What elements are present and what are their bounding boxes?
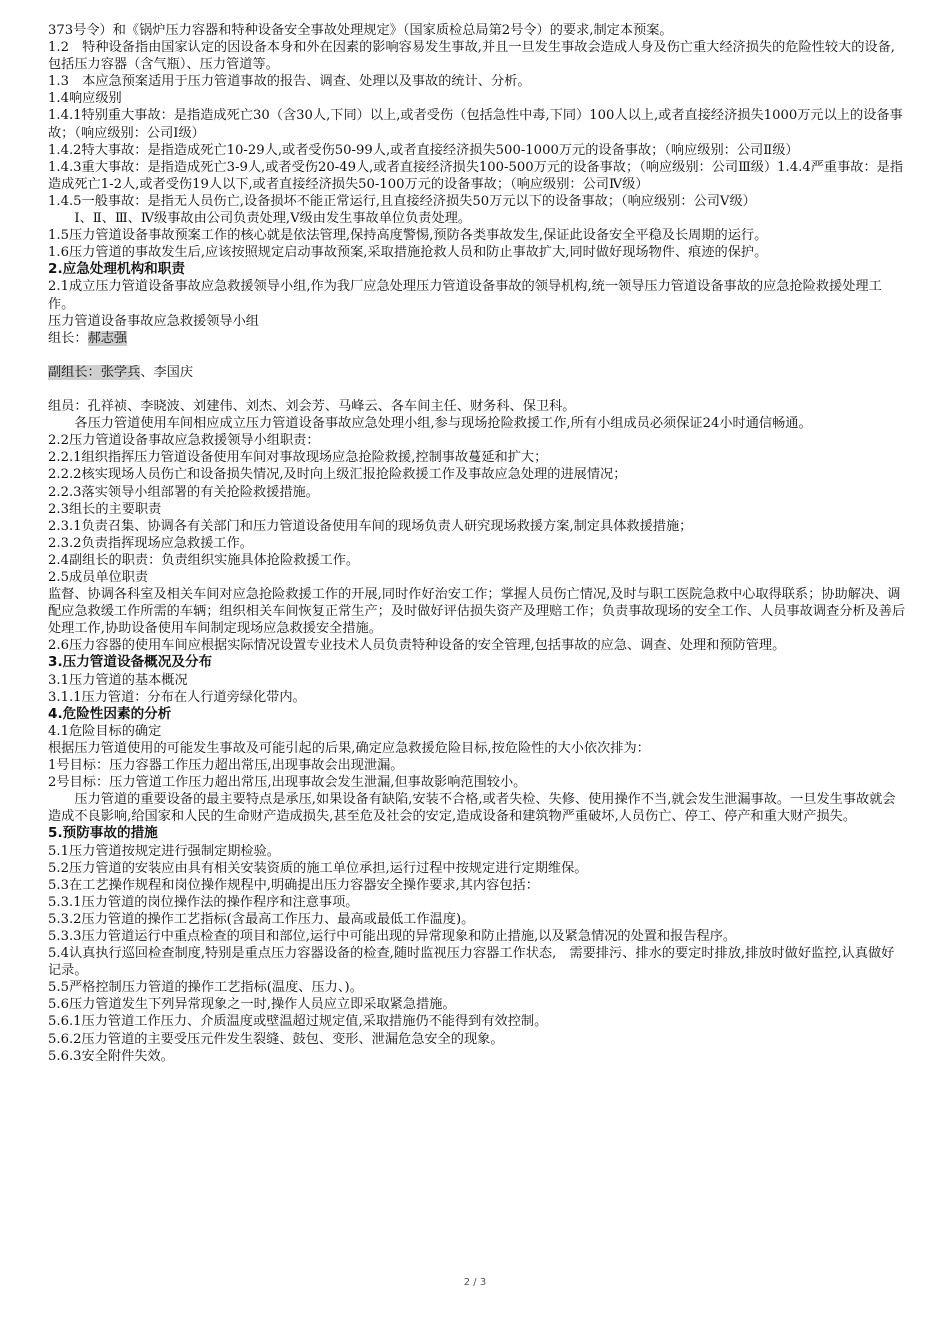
paragraph: 1.4.1特别重大事故：是指造成死亡30（含30人,下同）以上,或者受伤（包括急性中毒,下同）100人以上,或者直接经济损失1000万元以上的设备事故；（响应级别：公司Ⅰ级） [48, 108, 903, 141]
paragraph: 2.1成立压力管道设备事故应急救援领导小组,作为我厂应急处理压力管道设备事故的领导机构,统一领导压力管道设备事故的应急抢险救援处理工作。 [48, 279, 882, 312]
paragraph: 4.1危险目标的确定 [48, 723, 162, 739]
paragraph: 2.6压力容器的使用车间应根据实际情况设置专业技术人员负责特种设备的安全管理,包括事故的应急、调查、处理和预防管理。 [48, 638, 786, 654]
section-heading: 3.压力管道设备概况及分布 [48, 654, 213, 671]
paragraph: 1.4响应级别 [48, 91, 122, 107]
team-member-line [48, 330, 906, 347]
paragraph: 1号目标：压力容器工作压力超出常压,出现事故会出现泄漏。 [48, 758, 404, 774]
paragraph: 1.4.3重大事故：是指造成死亡3-9人,或者受伤20-49人,或者直接经济损失100-500万元的设备事故；（响应级别：公司Ⅲ级）1.4.4严重事故：是指造成死亡1-2人,或者受伤19人以下,或者直接经济损失50-100万元的设备事故；（响应级别：公司Ⅳ级） [48, 159, 904, 192]
paragraph: 2.2压力管道设备事故应急救援领导小组职责： [48, 433, 320, 449]
paragraph: 5.6压力管道发生下列异常现象之一时,操作人员应立即采取紧急措施。 [48, 997, 456, 1013]
paragraph: 5.6.3安全附件失效。 [48, 1048, 174, 1064]
paragraph: 1.5压力管道设备事故预案工作的核心就是依法管理,保持高度警惕,预防各类事故发生,保证此设备安全平稳及长周期的运行。 [48, 228, 768, 244]
paragraph: 5.3.1压力管道的岗位操作法的操作程序和注意事项。 [48, 894, 359, 910]
highlighted-name: 郝志强 [87, 330, 128, 346]
section-heading: 2.应急处理机构和职责 [48, 261, 185, 278]
paragraph: 各压力管道使用车间相应成立压力管道设备事故应急处理小组,参与现场抢险救援工作,所有小组成员必须保证24小时通信畅通。 [74, 416, 812, 432]
paragraph: 1.6压力管道的事故发生后,应该按照规定启动事故预案,采取措施抢救人员和防止事故扩大,同时做好现场物件、痕迹的保护。 [48, 245, 768, 261]
paragraph: 1.3 本应急预案适用于压力管道事故的报告、调查、处理以及事故的统计、分析。 [48, 74, 531, 90]
paragraph: 5.4认真执行巡回检查制度,特别是重点压力容器设备的检查,随时监视压力容器工作状态, 需要排污、排水的要定时排放,排放时做好监控,认真做好记录。 [48, 946, 895, 979]
paragraph: 2.3组长的主要职责 [48, 501, 162, 517]
paragraph: 5.6.2压力管道的主要受压元件发生裂缝、鼓包、变形、泄漏危急安全的现象。 [48, 1031, 504, 1047]
section-heading: 4.危险性因素的分析 [48, 705, 172, 722]
paragraph: 5.2压力管道的安装应由具有相关安装资质的施工单位承担,运行过程中按规定进行定期维保。 [48, 860, 588, 876]
line-text: 、李国庆 [140, 364, 194, 380]
paragraph: 压力管道的重要设备的最主要特点是承压,如果设备有缺陷,安装不合格,或者失检、失修、使用操作不当,就会发生泄漏事故。一旦发生事故就会造成不良影响,给国家和人民的生命财产造成损失,甚至危及社会的安定,造成设备和建筑物严重破坏,人员伤亡、停工、停产和重大财产损失。 [48, 792, 896, 825]
paragraph: 1.4.2特大事故：是指造成死亡10-29人,或者受伤50-99人,或者直接经济损失500-1000万元的设备事故；（响应级别：公司Ⅱ级） [48, 142, 799, 158]
paragraph: 监督、协调各科室及相关车间对应急抢险救援工作的开展,同时作好治安工作；掌握人员伤亡情况,及时与职工医院急救中心取得联系；协助解决、调配应急救缓工作所需的车辆；组织相关车间恢复正常生产；及时做好评估损失资产及理赔工作；负责事故现场的安全工作、人员事故调查分析及善后处理工作,协助设备使用车间制定现场应急救援安全措施。 [48, 587, 906, 637]
paragraph: 2.3.1负责召集、协调各有关部门和压力管道设备使用车间的现场负责人研究现场救援方案,制定具体救援措施； [48, 518, 693, 534]
paragraph: 2号目标：压力管道工作压力超出常压,出现事故会发生泄漏,但事故影响范围较小。 [48, 775, 527, 791]
paragraph: 5.3在工艺操作规程和岗位操作规程中,明确提出压力容器安全操作要求,其内容包括： [48, 877, 539, 893]
paragraph: 根据压力管道使用的可能发生事故及可能引起的后果,确定应急救援危险目标,按危险性的大小依次排为： [48, 740, 650, 756]
paragraph: 2.5成员单位职责 [48, 570, 149, 585]
paragraph: 5.6.1压力管道工作压力、介质温度或壁温超过规定值,采取措施仍不能得到有效控制。 [48, 1014, 548, 1030]
paragraph: 2.2.3落实领导小组部署的有关抢险救援措施。 [48, 484, 319, 500]
section-heading: 5.预防事故的措施 [48, 825, 158, 842]
paragraph: 2.4副组长的职责：负责组织实施具体抢险救援工作。 [48, 552, 360, 568]
team-member-line [48, 364, 906, 381]
paragraph: 5.3.2压力管道的操作工艺指标(含最高工作压力、最高或最低工作温度)。 [48, 911, 475, 927]
document-body [48, 22, 906, 1065]
paragraph: 2.2.2核实现场人员伤亡和设备损失情况,及时向上级汇报抢险救援工作及事故应急处理的进展情况； [48, 467, 627, 483]
blank-line [48, 381, 906, 398]
blank-line [48, 347, 906, 364]
highlighted-name: 副组长：张学兵 [48, 364, 141, 380]
paragraph: 373号令）和《锅炉压力容器和特种设备安全事故处理规定》（国家质检总局第2号令）的要求,制定本预案。 [48, 23, 673, 38]
page-number: 2 / 3 [463, 1277, 487, 1288]
paragraph: 压力管道设备事故应急救援领导小组 [48, 313, 259, 329]
paragraph: 3.1压力管道的基本概况 [48, 672, 188, 688]
paragraph: 1.2 特种设备指由国家认定的因设备本身和外在因素的影响容易发生事故,并且一旦发生事故会造成人身及伤亡重大经济损失的危险性较大的设备,包括压力容器（含气瓶）、压力管道等。 [48, 40, 895, 73]
paragraph: 5.3.3压力管道运行中重点检查的项目和部位,运行中可能出现的异常现象和防止措施,以及紧急情况的处置和报告程序。 [48, 928, 737, 944]
paragraph: 5.1压力管道按规定进行强制定期检验。 [48, 843, 280, 859]
paragraph: 2.2.1组织指挥压力管道设备使用车间对事故现场应急抢险救援,控制事故蔓延和扩大； [48, 450, 548, 466]
paragraph: Ⅰ、Ⅱ、Ⅲ、Ⅳ级事故由公司负责处理,Ⅴ级由发生事故单位负责处理。 [74, 211, 472, 227]
line-text: 组长： [48, 330, 88, 346]
paragraph: 3.1.1压力管道：分布在人行道旁绿化带内。 [48, 689, 306, 705]
paragraph: 组员：孔祥祯、李晓波、刘建伟、刘杰、刘会芳、马峰云、各车间主任、财务科、保卫科。 [48, 399, 576, 415]
paragraph: 5.5严格控制压力管道的操作工艺指标(温度、压力、)。 [48, 980, 363, 996]
paragraph: 1.4.5一般事故：是指无人员伤亡,设备损坏不能正常运行,且直接经济损失50万元以下的设备事故；（响应级别：公司Ⅴ级） [48, 193, 756, 209]
paragraph: 2.3.2负责指挥现场应急救援工作。 [48, 535, 253, 551]
